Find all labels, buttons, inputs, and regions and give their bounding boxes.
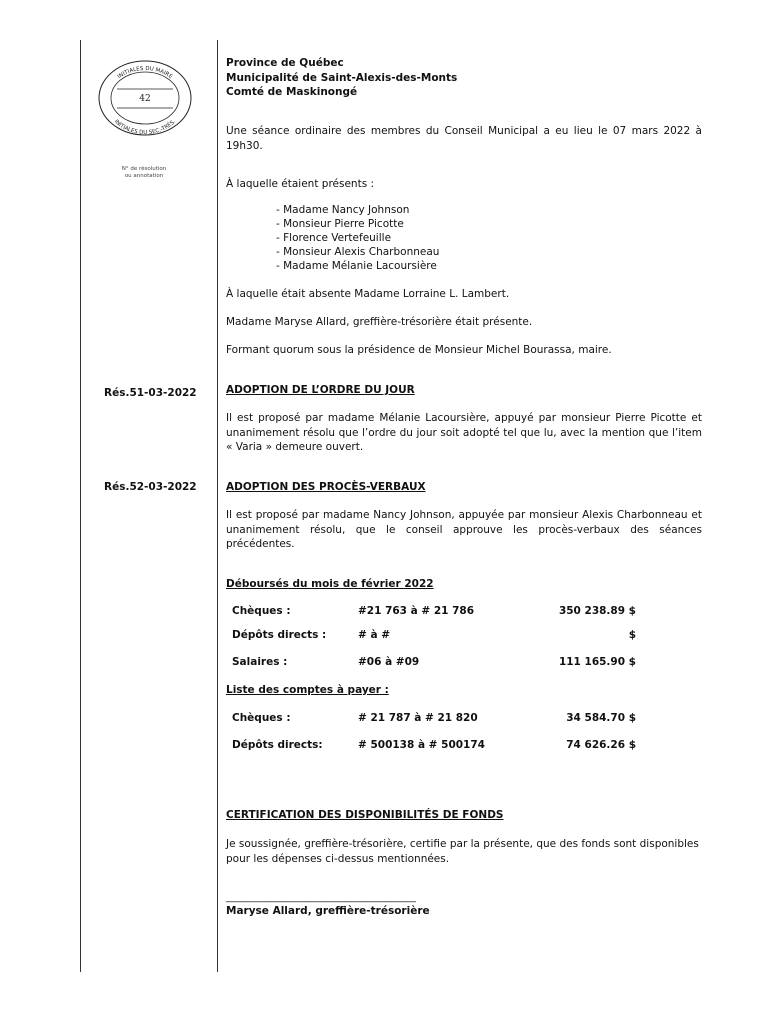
row-label: Chèques : bbox=[232, 712, 291, 724]
row-amount: 350 238.89 $ bbox=[558, 605, 636, 617]
row-range: #21 763 à # 21 786 bbox=[358, 605, 475, 617]
attendee-item: - Madame Mélanie Lacoursière bbox=[276, 260, 437, 272]
quorum-statement: Formant quorum sous la présidence de Monsieur Michel Bourassa, maire. bbox=[226, 344, 612, 356]
left-margin-line bbox=[80, 40, 81, 972]
resolution-number: Rés.51-03-2022 bbox=[104, 387, 197, 399]
svg-text:INITIALES DU SEC.-TRÉS.: INITIALES DU SEC.-TRÉS. bbox=[112, 118, 178, 137]
attendee-item: - Madame Nancy Johnson bbox=[276, 204, 410, 216]
margin-note bbox=[104, 166, 184, 180]
resolution-title: ADOPTION DES PROCÈS-VERBAUX bbox=[226, 481, 426, 493]
disbursements-title: Déboursés du mois de février 2022 bbox=[226, 578, 434, 590]
svg-text:INITIALES DU MAIRE: INITIALES DU MAIRE bbox=[116, 65, 174, 81]
margin-note-line1: N° de résolution bbox=[121, 166, 167, 172]
clerk-statement: Madame Maryse Allard, greffière-trésorière était présente. bbox=[226, 316, 533, 328]
attendee-item: - Monsieur Pierre Picotte bbox=[276, 218, 404, 230]
present-label: À laquelle étaient présents : bbox=[226, 178, 375, 190]
row-label: Chèques : bbox=[232, 605, 291, 617]
row-amount: $ bbox=[628, 629, 636, 641]
municipality-label: Municipalité de Saint-Alexis-des-Monts bbox=[226, 71, 458, 84]
county-label: Comté de Maskinongé bbox=[226, 86, 358, 98]
row-range: #06 à #09 bbox=[358, 656, 420, 668]
accounts-payable-title: Liste des comptes à payer : bbox=[226, 684, 389, 696]
seal-number: 42 bbox=[139, 94, 151, 104]
document-header bbox=[226, 56, 457, 100]
province-label: Province de Québec bbox=[226, 57, 344, 69]
attendee-item: - Monsieur Alexis Charbonneau bbox=[276, 246, 440, 258]
resolution-body: Il est proposé par madame Mélanie Lacoursière, appuyé par monsieur Pierre Picotte et unanimement résolu que l’ordre du jour soit adopté tel que lu, avec la mention que l’item « Varia » demeure ouvert. bbox=[226, 412, 702, 453]
row-amount: 34 584.70 $ bbox=[566, 712, 636, 724]
resolution-number: Rés.52-03-2022 bbox=[104, 481, 197, 493]
disbursement-row bbox=[226, 656, 636, 670]
payable-row bbox=[226, 712, 636, 726]
signatory-name: Maryse Allard, greffière-trésorière bbox=[226, 905, 430, 917]
row-label: Dépôts directs : bbox=[232, 629, 327, 641]
initials-seal bbox=[95, 58, 195, 142]
payable-row bbox=[226, 739, 636, 753]
resolution-title: ADOPTION DE L’ORDRE DU JOUR bbox=[226, 384, 415, 396]
row-amount: 111 165.90 $ bbox=[558, 656, 636, 668]
disbursement-row bbox=[226, 629, 636, 643]
disbursement-row bbox=[226, 605, 636, 619]
absent-statement: À laquelle était absente Madame Lorraine L. Lambert. bbox=[226, 288, 510, 300]
right-margin-line bbox=[217, 40, 218, 972]
row-range: # à # bbox=[358, 629, 390, 641]
row-label: Salaires : bbox=[232, 656, 288, 668]
row-label: Dépôts directs: bbox=[232, 739, 323, 751]
row-range: # 500138 à # 500174 bbox=[358, 739, 485, 751]
resolution-body: Il est proposé par madame Nancy Johnson, appuyée par monsieur Alexis Charbonneau et unanimement résolu, que le conseil approuve les procès-verbaux des séances précédentes. bbox=[226, 509, 702, 550]
certification-body: Je soussignée, greffière-trésorière, certifie par la présente, que des fonds sont disponibles pour les dépenses ci-dessus mentionnées. bbox=[226, 838, 699, 865]
margin-note-line2: ou annotation bbox=[124, 173, 164, 179]
row-amount: 74 626.26 $ bbox=[566, 739, 636, 751]
certification-title: CERTIFICATION DES DISPONIBILITÉS DE FONDS bbox=[226, 809, 504, 821]
meeting-intro: Une séance ordinaire des membres du Conseil Municipal a eu lieu le 07 mars 2022 à 19h30. bbox=[226, 125, 702, 152]
row-range: # 21 787 à # 21 820 bbox=[358, 712, 478, 724]
signature-line: ______________________________________ bbox=[226, 892, 416, 903]
attendee-item: - Florence Vertefeuille bbox=[276, 232, 392, 244]
